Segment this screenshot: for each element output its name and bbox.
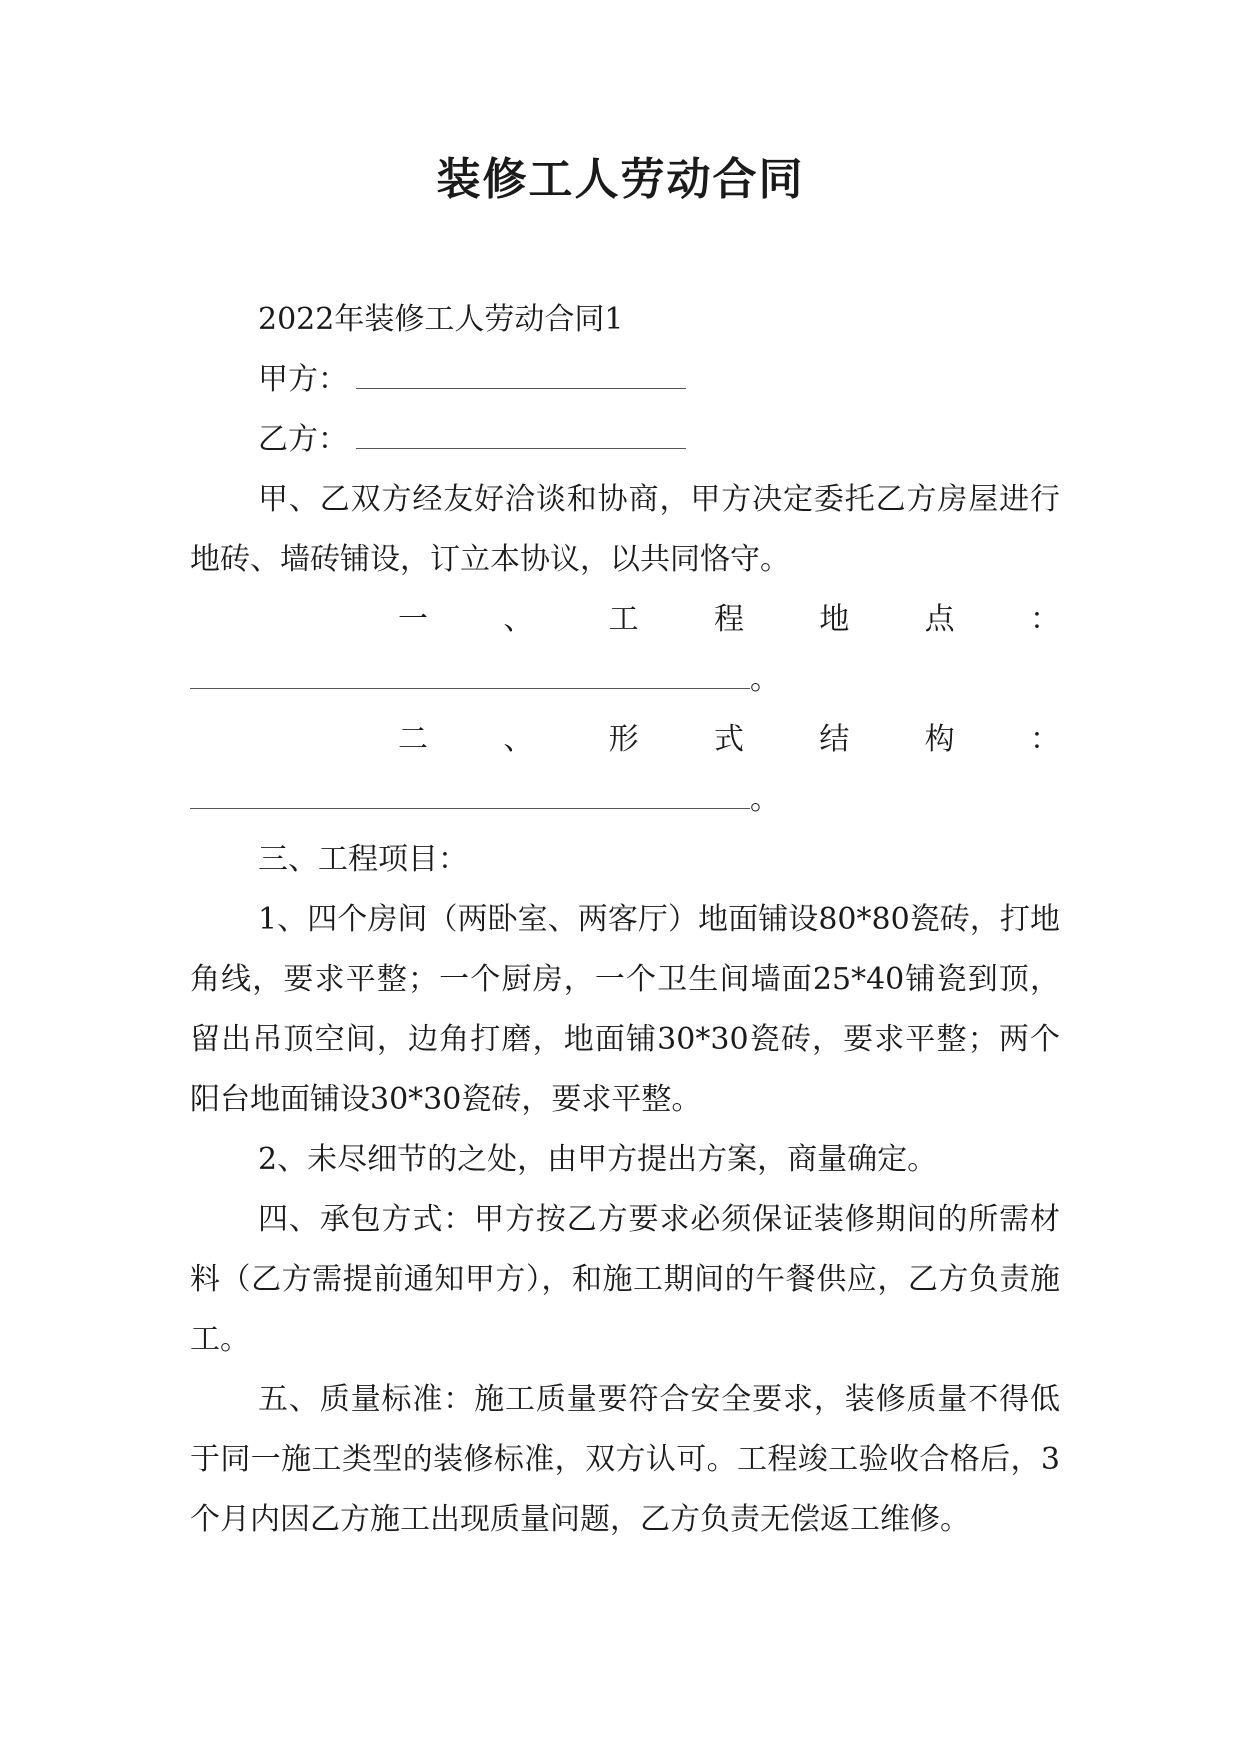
section2-char: 形 <box>608 722 639 757</box>
section2-blank <box>190 778 750 809</box>
section1-blank <box>190 658 750 689</box>
section1-period: 。 <box>750 662 780 697</box>
section5-paragraph: 五、质量标准：施工质量要符合安全要求，装修质量不得低于同一施工类型的装修标准，双方认可。工程竣工验收合格后，3个月内因乙方施工出现质量问题，乙方负责无偿返工维修。 <box>190 1382 1060 1537</box>
party-b-label: 乙方： <box>258 422 348 457</box>
party-a-label: 甲方： <box>258 362 348 397</box>
section2-char: 结 <box>819 722 850 757</box>
section1-char: 工 <box>608 602 639 637</box>
section2-char: 二 <box>398 722 428 757</box>
section3-item2: 2、未尽细节的之处，由甲方提出方案，商量确定。 <box>258 1142 938 1177</box>
section2-heading <box>190 710 1060 770</box>
section3-heading: 三、工程项目： <box>258 842 468 877</box>
section1-char: 程 <box>713 602 744 637</box>
section2-char: 构 <box>924 722 955 757</box>
document-title: 装修工人劳动合同 <box>436 154 805 205</box>
section1-char: 一 <box>398 602 428 637</box>
party-b-blank <box>356 418 686 449</box>
section2-char: 、 <box>503 722 534 757</box>
section1-char: ： <box>1029 602 1060 637</box>
section1-char: 地 <box>819 602 850 637</box>
section2-blank-line <box>190 770 1060 830</box>
section1-heading <box>190 590 1060 650</box>
section1-char: 点 <box>924 602 955 637</box>
section2-period: 。 <box>750 782 780 817</box>
heading-line: 2022年装修工人劳动合同1 <box>258 302 624 337</box>
party-a-line <box>190 350 1060 410</box>
section2-char: 式 <box>713 722 744 757</box>
document-body <box>190 290 1060 1550</box>
party-b-line <box>190 410 1060 470</box>
section1-char: 、 <box>503 602 534 637</box>
section3-item1: 1、四个房间（两卧室、两客厅）地面铺设80*80瓷砖，打地角线，要求平整；一个厨房，一个卫生间墙面25*40铺瓷到顶，留出吊顶空间，边角打磨，地面铺30*30瓷砖，要求平整；两个阳台地面铺设30*30瓷砖，要求平整。 <box>190 902 1060 1117</box>
party-a-blank <box>356 358 686 389</box>
section2-char: ： <box>1029 722 1060 757</box>
section1-blank-line <box>190 650 1060 710</box>
intro-paragraph: 甲、乙双方经友好洽谈和协商，甲方决定委托乙方房屋进行地砖、墙砖铺设，订立本协议，以共同恪守。 <box>190 482 1060 577</box>
section4-paragraph: 四、承包方式：甲方按乙方要求必须保证装修期间的所需材料（乙方需提前通知甲方），和施工期间的午餐供应，乙方负责施工。 <box>190 1202 1060 1357</box>
